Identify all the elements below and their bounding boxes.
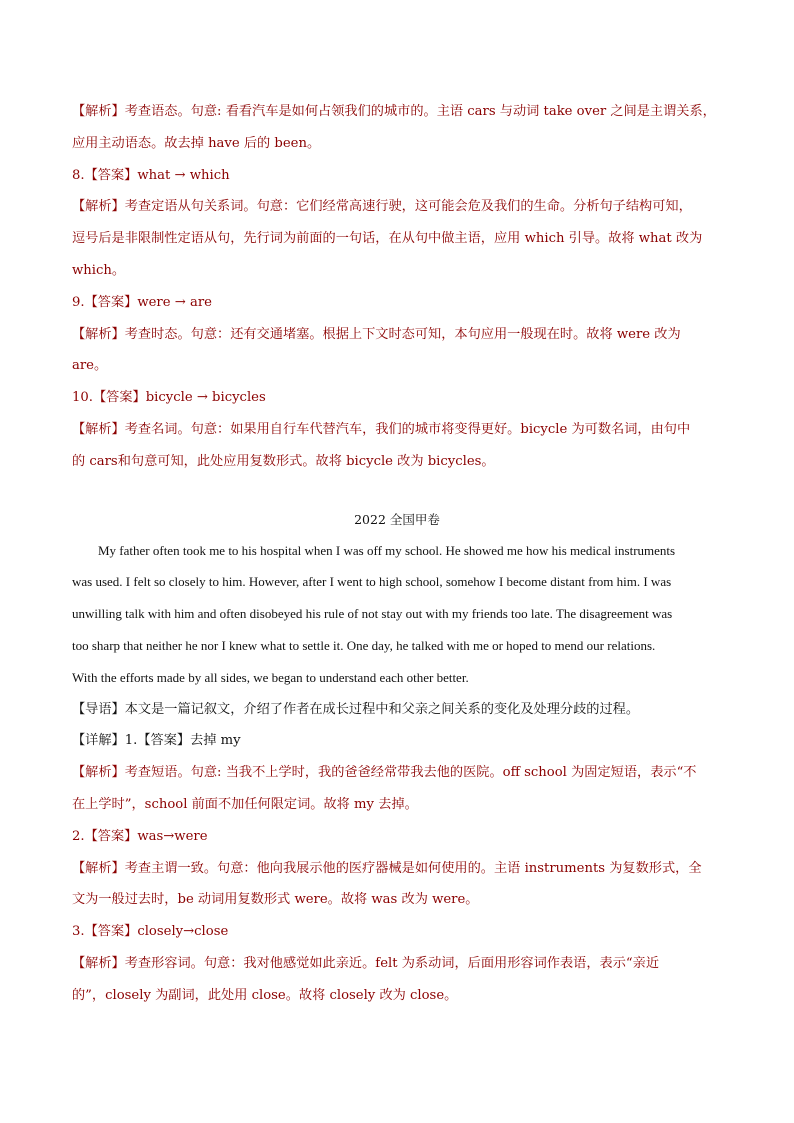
analysis-line: are。: [72, 358, 108, 374]
analysis-line: 【解析】考查名词。句意：如果用自行车代替汽车，我们的城市将变得更好。bicycle 为可数名词，由句中: [72, 421, 691, 437]
passage-line: With the efforts made by all sides, we began to understand each other better.: [72, 669, 469, 685]
answer-line: 3.【答案】closely→close: [72, 924, 229, 940]
analysis-line: 【解析】考查定语从句关系词。句意：它们经常高速行驶，这可能会危及我们的生命。分析句子结构可知，: [72, 199, 692, 215]
detail-answer-line: 【详解】1.【答案】去掉 my: [72, 733, 241, 749]
analysis-line: 的”，closely 为副词，此处用 close。故将 closely 改为 close。: [72, 987, 458, 1003]
analysis-line: 在上学时”，school 前面不加任何限定词。故将 my 去掉。: [72, 796, 418, 812]
analysis-line: 逗号后是非限制性定语从句，先行词为前面的一句话，在从句中做主语，应用 which 引导。故将 what 改为: [72, 231, 703, 247]
analysis-line: 【解析】考查形容词。句意：我对他感觉如此亲近。felt 为系动词，后面用形容词作表语，表示“亲近: [72, 955, 660, 971]
document-page: [72, 96, 722, 1012]
passage-line: was used. I felt so closely to him. However, after I went to high school, somehow I become distant from him. I was: [72, 574, 672, 590]
answer-line: 10.【答案】bicycle → bicycles: [72, 390, 266, 406]
analysis-line: which。: [72, 262, 126, 278]
answer-line: 2.【答案】was→were: [72, 828, 208, 844]
section-title: 2022 全国甲卷: [354, 511, 440, 527]
analysis-line: 的 cars和句意可知，此处应用复数形式。故将 bicycle 改为 bicycles。: [72, 453, 495, 469]
analysis-line: 【解析】考查时态。句意：还有交通堵塞。根据上下文时态可知，本句应用一般现在时。故将 were 改为: [72, 326, 681, 342]
analysis-line: 文为一般过去时，be 动词用复数形式 were。故将 was 改为 were。: [72, 892, 479, 908]
analysis-line: 【解析】考查短语。句意: 当我不上学时，我的爸爸经常带我去他的医院。off school 为固定短语，表示“不: [72, 765, 697, 781]
guide-line: 【导语】本文是一篇记叙文，介绍了作者在成长过程中和父亲之间关系的变化及处理分歧的过程。: [72, 701, 640, 717]
passage-line: too sharp that neither he nor I knew what to settle it. One day, he talked with me or hoped to mend our relations.: [72, 637, 656, 653]
answer-line: 8.【答案】what → which: [72, 167, 230, 183]
analysis-line: 【解析】考查语态。句意: 看看汽车是如何占领我们的城市的。主语 cars 与动词 take over 之间是主谓关系，: [72, 104, 716, 119]
answer-line: 9.【答案】were → are: [72, 294, 212, 310]
analysis-line: 【解析】考查主谓一致。句意：他向我展示他的医疗器械是如何使用的。主语 instruments 为复数形式，全: [72, 860, 702, 876]
passage-line: My father often took me to his hospital when I was off my school. He showed me how his medical instruments: [98, 542, 676, 558]
passage-line: unwilling talk with him and often disobeyed his rule of not stay out with my friends too late. The disagreement was: [72, 606, 673, 622]
analysis-line: 应用主动语态。故去掉 have 后的 been。: [72, 135, 321, 151]
